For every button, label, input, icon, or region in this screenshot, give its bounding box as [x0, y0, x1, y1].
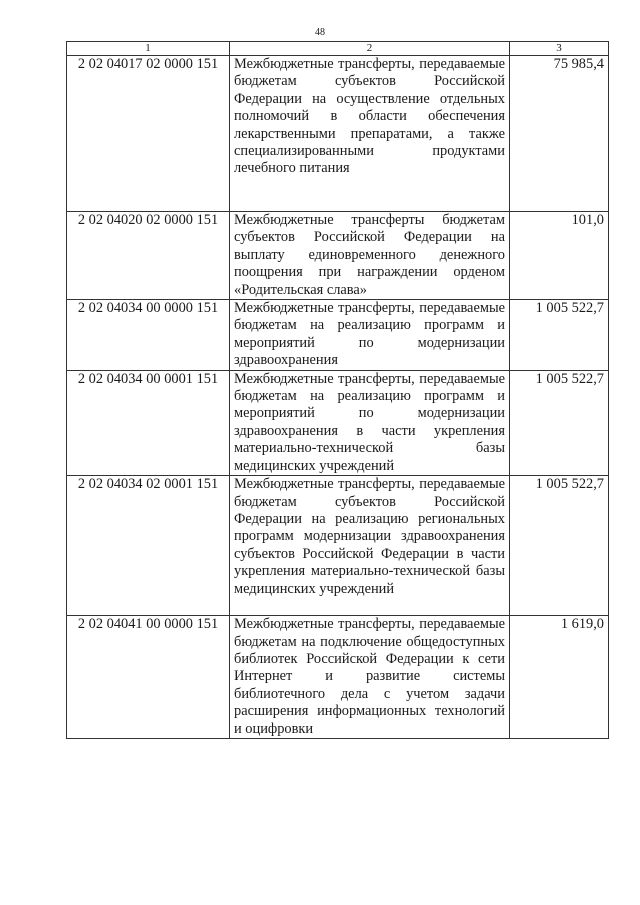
- row-code: 2 02 04034 00 0001 151: [67, 370, 230, 475]
- row-code: 2 02 04041 00 0000 151: [67, 616, 230, 739]
- row-description: Межбюджетные трансферты, передаваемые бюджетам на реализацию программ и мероприятий по модернизации здравоохранения в части укрепления материально-технической базы медицинских учреждений: [230, 370, 510, 475]
- row-code: 2 02 04017 02 0000 151: [67, 56, 230, 212]
- table-row: [67, 370, 609, 475]
- table-row: [67, 476, 609, 616]
- row-description: Межбюджетные трансферты бюджетам субъектов Российской Федерации на выплату единовременного денежного поощрения при награждении орденом «Родительская слава»: [230, 212, 510, 300]
- row-amount: 1 005 522,7: [510, 370, 609, 475]
- row-description: Межбюджетные трансферты, передаваемые бюджетам на подключение общедоступных библиотек Российской Федерации к сети Интернет и развитие системы библиотечного дела с учетом задачи расширения информационных технологий и оцифровки: [230, 616, 510, 739]
- row-code: 2 02 04020 02 0000 151: [67, 212, 230, 300]
- table-row: [67, 212, 609, 300]
- header-row: [67, 42, 609, 56]
- budget-table: [66, 41, 609, 739]
- row-description: Межбюджетные трансферты, передаваемые бюджетам субъектов Российской Федерации на осуществление отдельных полномочий в области обеспечения лекарственными препаратами, а также специализированными продуктами лечебного питания: [230, 56, 510, 212]
- row-amount: 1 619,0: [510, 616, 609, 739]
- row-amount: 1 005 522,7: [510, 476, 609, 616]
- row-description: Межбюджетные трансферты, передаваемые бюджетам на реализацию программ и мероприятий по модернизации здравоохранения: [230, 300, 510, 371]
- header-col-2: 2: [230, 42, 510, 56]
- row-amount: 101,0: [510, 212, 609, 300]
- page-number: 48: [315, 27, 325, 38]
- header-col-1: 1: [67, 42, 230, 56]
- table-row: [67, 300, 609, 371]
- row-amount: 75 985,4: [510, 56, 609, 212]
- row-code: 2 02 04034 00 0000 151: [67, 300, 230, 371]
- table-row: [67, 56, 609, 212]
- table-row: [67, 616, 609, 739]
- row-amount: 1 005 522,7: [510, 300, 609, 371]
- row-description: Межбюджетные трансферты, передаваемые бюджетам субъектов Российской Федерации на реализацию региональных программ модернизации здравоохранения субъектов Российской Федерации в части укрепления материально-технической базы медицинских учреждений: [230, 476, 510, 616]
- header-col-3: 3: [510, 42, 609, 56]
- row-code: 2 02 04034 02 0001 151: [67, 476, 230, 616]
